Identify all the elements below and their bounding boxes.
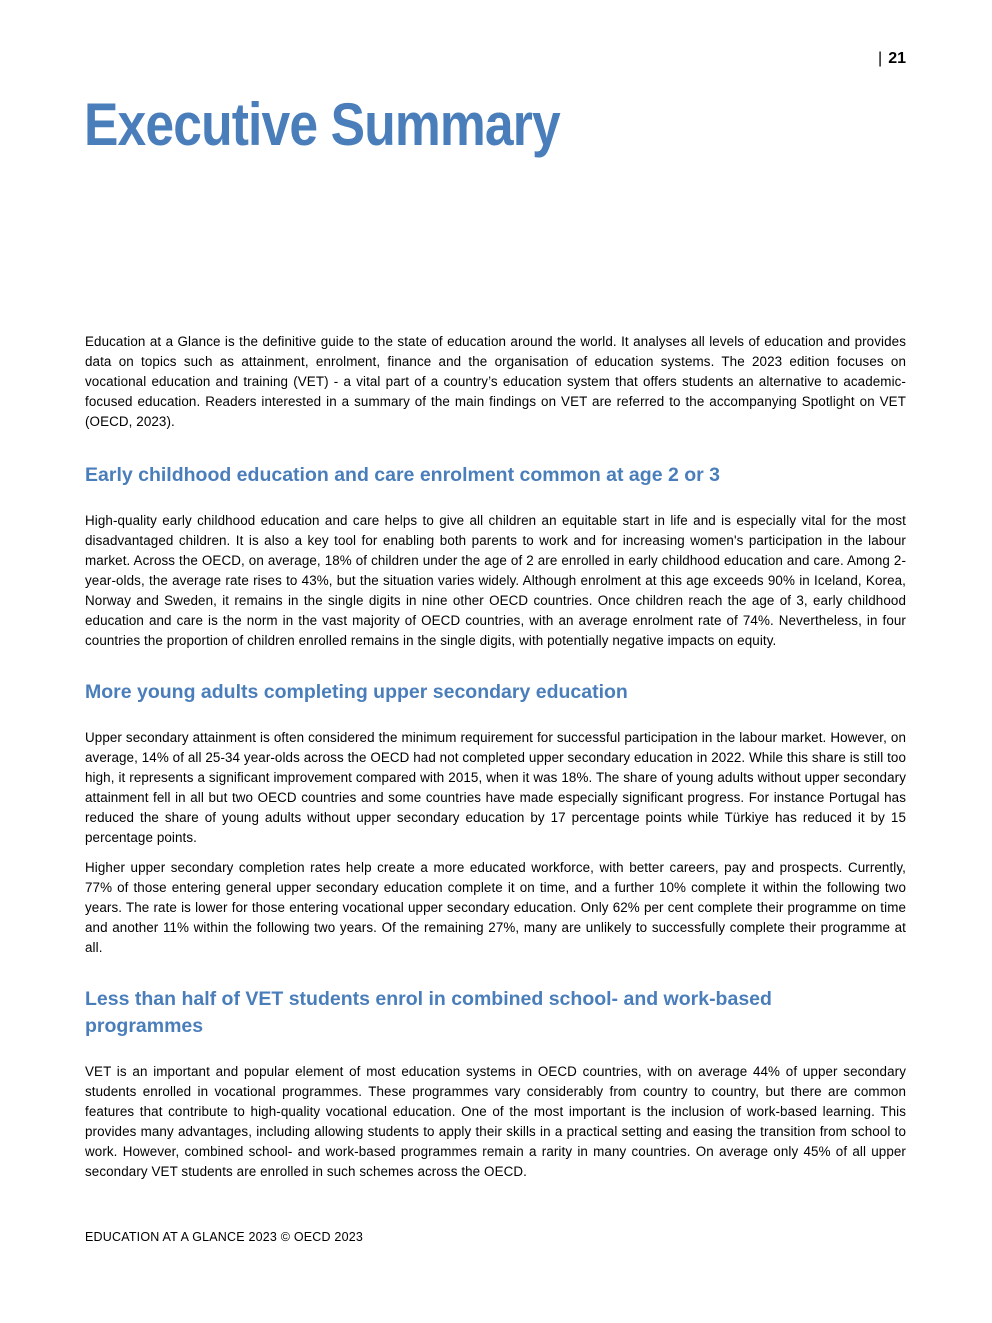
section-paragraph: Higher upper secondary completion rates help create a more educated workforce, with better careers, pay and prospects. Currently, 77% of those entering general upper secondary education complete it on time, and a further 10% complete it within the following two years. The rate is lower for those entering vocational upper secondary education. Only 62% per cent complete their programme on time and another 11% within the following two years. Of the remaining 27%, many are unlikely to successfully complete their programme at all. xyxy=(85,860,906,955)
intro-paragraph: Education at a Glance is the definitive guide to the state of education around the world. It analyses all levels of education and provides data on topics such as attainment, enrolment, finance and the organisation of education systems. The 2023 edition focuses on vocational education and training (VET) - a vital part of a country’s education system that offers students an alternative to academic-focused education. Readers interested in a summary of the main findings on VET are referred to the accompanying Spotlight on VET (OECD, 2023). xyxy=(85,334,906,429)
page-title: Executive Summary xyxy=(84,91,560,158)
section-paragraph: Upper secondary attainment is often considered the minimum requirement for successful participation in the labour market. However, on average, 14% of all 25-34 year-olds across the OECD had not completed upper secondary education in 2022. While this share is still too high, it represents a significant improvement compared with 2015, when it was 18%. The share of young adults without upper secondary attainment fell in all but two OECD countries and some countries have made especially significant progress. For instance Portugal has reduced the share of young adults without upper secondary education by 17 percentage points while Türkiye has reduced it by 15 percentage points. xyxy=(85,730,907,845)
page-number-value: 21 xyxy=(888,50,906,67)
page-number-separator: | xyxy=(878,50,883,67)
main-content xyxy=(85,332,906,1192)
section-paragraph: High-quality early childhood education and care helps to give all children an equitable start in life and is especially vital for the most disadvantaged children. It is also a key tool for enabling both parents to work and for increasing women's participation in the labour market. Across the OECD, on average, 18% of children under the age of 2 are enrolled in early childhood education and care. Among 2-year-olds, the average rate rises to 43%, but the situation varies widely. Although enrolment at this age exceeds 90% in Iceland, Korea, Norway and Sweden, it remains in the single digits in nine other OECD countries. Once children reach the age of 3, early childhood education and care is the norm in the vast majority of OECD countries, with an average enrolment rate of 74%. Nevertheless, in four countries the proportion of children enrolled remains in the single digits, with potentially negative impacts on equity. xyxy=(85,513,906,648)
section-heading-vet: Less than half of VET students enrol in combined school- and work-based programmes xyxy=(85,988,772,1037)
section-heading-upper-secondary: More young adults completing upper secondary education xyxy=(85,681,628,703)
page-footer: EDUCATION AT A GLANCE 2023 © OECD 2023 xyxy=(85,1230,364,1244)
section-paragraph: VET is an important and popular element of most education systems in OECD countries, with on average 44% of upper secondary students enrolled in vocational programmes. These programmes vary considerably from country to country, but there are common features that contribute to high-quality vocational education. One of the most important is the inclusion of work-based learning. This provides many advantages, including allowing students to apply their skills in a practical setting and easing the transition from school to work. However, combined school- and work-based programmes remain a rarity in many countries. On average only 45% of all upper secondary VET students are enrolled in such schemes across the OECD. xyxy=(85,1064,906,1179)
page-number xyxy=(878,50,906,68)
section-heading-early-childhood: Early childhood education and care enrolment common at age 2 or 3 xyxy=(85,464,720,486)
